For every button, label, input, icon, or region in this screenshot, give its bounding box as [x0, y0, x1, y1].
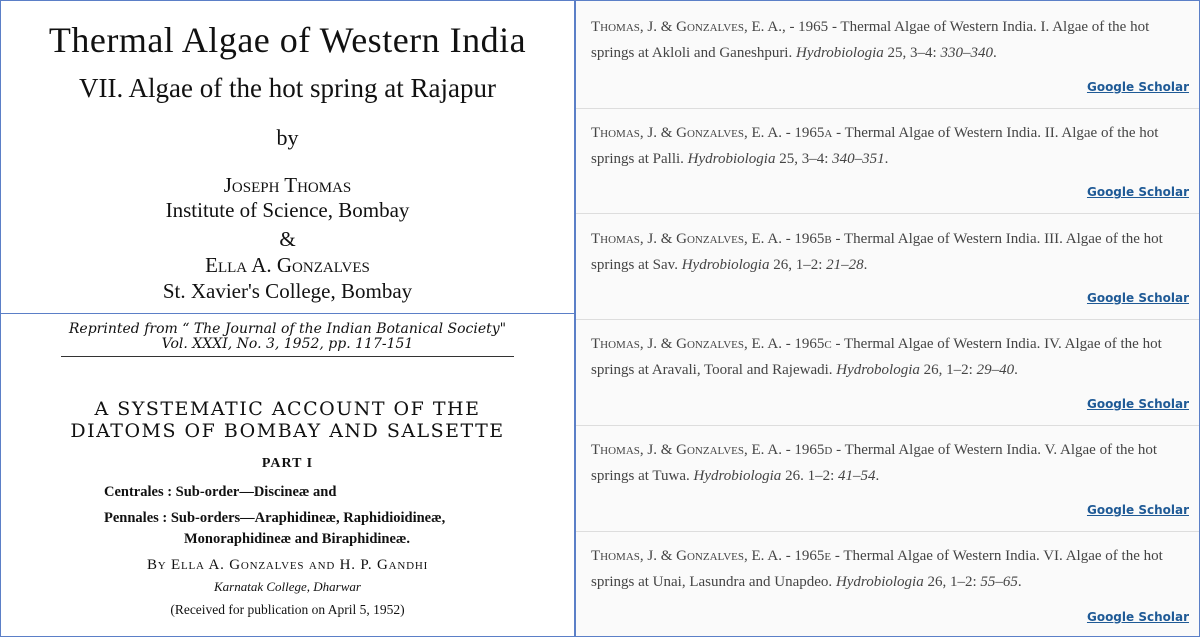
reference-journal: Hydrobiologia	[795, 45, 884, 61]
google-scholar-link[interactable]: Google Scholar	[1086, 609, 1189, 624]
paper-title	[1, 398, 574, 442]
reference-pages: 21–28	[826, 256, 864, 273]
reference-volume: 26. 1–2:	[781, 468, 838, 485]
author-1: Joseph Thomas	[223, 173, 352, 197]
paper-title-page-vii	[0, 0, 575, 314]
authors: By Ella A. Gonzalves and H. P. Gandhi	[146, 557, 429, 573]
author-2: Ella A. Gonzalves	[205, 253, 370, 277]
paper-subtitle: VII. Algae of the hot spring at Rajapur	[79, 73, 496, 103]
reprint-source: Reprinted from “ The Journal of the Indian Botanical Society"	[68, 321, 507, 337]
reference-authors: Thomas, J. & Gonzalves, E. A., - 1965	[591, 19, 829, 35]
reference-title: - Thermal Algae of Western India. V. Algae of the hot springs at Tuwa.	[591, 442, 1158, 485]
reprint-header	[61, 322, 514, 357]
reference-authors: Thomas, J. & Gonzalves, E. A. - 1965e	[591, 548, 832, 564]
paper-title-page-diatoms	[0, 313, 575, 637]
reprint-volume: Vol. XXXI, No. 3, 1952, pp. 117-151	[161, 336, 414, 352]
reference-pages: 41–54	[837, 468, 876, 485]
reference-list	[575, 0, 1200, 637]
part-label: PART I	[261, 456, 314, 471]
reference-pages: 340–351	[832, 150, 885, 167]
title-line-1: A SYSTEMATIC ACCOUNT OF THE	[94, 398, 481, 420]
google-scholar-link[interactable]: Google Scholar	[1086, 291, 1189, 306]
reference-item	[576, 213, 1199, 321]
pennales-line: Pennales : Sub-orders—Araphidineæ, Raphidioidineæ,	[104, 510, 446, 526]
reference-end: .	[992, 45, 997, 61]
reference-text	[591, 226, 1189, 278]
reference-text	[591, 437, 1189, 489]
reference-item	[576, 530, 1199, 638]
reference-journal: Hydrobiologia	[681, 256, 770, 273]
reference-journal: Hydrobiologia	[693, 468, 782, 485]
reference-title: - Thermal Algae of Western India. IV. Algae of the hot springs at Aravali, Tooral and Rajewadi.	[591, 336, 1162, 379]
reference-authors: Thomas, J. & Gonzalves, E. A. - 1965a	[591, 124, 833, 141]
reference-authors: Thomas, J. & Gonzalves, E. A. - 1965c	[591, 336, 832, 353]
ampersand: &	[279, 227, 296, 251]
google-scholar-link[interactable]: Google Scholar	[1086, 502, 1189, 517]
reference-journal: Hydrobiologia	[835, 574, 924, 590]
reference-title: - Thermal Algae of Western India. II. Algae of the hot springs at Palli.	[591, 124, 1159, 167]
paper-title: Thermal Algae of Western India	[48, 20, 527, 60]
reference-title: - Thermal Algae of Western India. I. Algae of the hot springs at Akloli and Ganeshpuri.	[591, 19, 1150, 61]
reference-item	[576, 424, 1199, 532]
reference-text	[591, 120, 1189, 172]
reference-item	[576, 107, 1199, 215]
reference-end: .	[1014, 362, 1018, 379]
reference-item	[576, 318, 1199, 426]
reference-authors: Thomas, J. & Gonzalves, E. A. - 1965d	[591, 442, 833, 459]
reference-volume: 26, 1–2:	[769, 256, 827, 273]
pennales-line-2: Monoraphidineæ and Biraphidineæ.	[184, 531, 411, 547]
reference-end: .	[1017, 574, 1022, 590]
reference-journal: Hydrobiologia	[687, 150, 776, 167]
reference-end: .	[863, 256, 868, 273]
reference-volume: 25, 3–4:	[883, 45, 941, 61]
reference-title: - Thermal Algae of Western India. VI. Algae of the hot springs at Unai, Lasundra and Unapdeo.	[591, 548, 1163, 590]
reference-end: .	[884, 150, 889, 167]
reference-item	[576, 1, 1199, 109]
reference-pages: 330–340	[940, 45, 993, 61]
received-date: (Received for publication on April 5, 1952)	[170, 602, 405, 617]
reference-text	[591, 331, 1189, 383]
by-label: by	[276, 125, 299, 150]
reference-volume: 26, 1–2:	[923, 574, 981, 590]
reference-text	[591, 543, 1189, 595]
institution: Karnatak College, Dharwar	[214, 579, 361, 594]
reference-authors: Thomas, J. & Gonzalves, E. A. - 1965b	[591, 230, 832, 247]
title-line-2: DIATOMS OF BOMBAY AND SALSETTE	[70, 420, 505, 442]
reference-title: - Thermal Algae of Western India. III. Algae of the hot springs at Sav.	[591, 230, 1163, 273]
institution-1: Institute of Science, Bombay	[165, 198, 410, 222]
reference-pages: 29–40	[976, 362, 1015, 379]
google-scholar-link[interactable]: Google Scholar	[1086, 396, 1189, 411]
google-scholar-link[interactable]: Google Scholar	[1086, 185, 1189, 200]
google-scholar-link[interactable]: Google Scholar	[1086, 79, 1189, 94]
reference-pages: 55–65	[980, 574, 1018, 590]
reference-journal: Hydrobologia	[836, 362, 920, 379]
reference-volume: 25, 3–4:	[775, 150, 833, 167]
institution-2: St. Xavier's College, Bombay	[162, 279, 413, 303]
reference-end: .	[875, 468, 880, 485]
reference-text	[591, 14, 1189, 66]
reference-volume: 26, 1–2:	[919, 362, 977, 379]
centrales-line: Centrales : Sub-order—Discineæ and	[104, 484, 337, 500]
